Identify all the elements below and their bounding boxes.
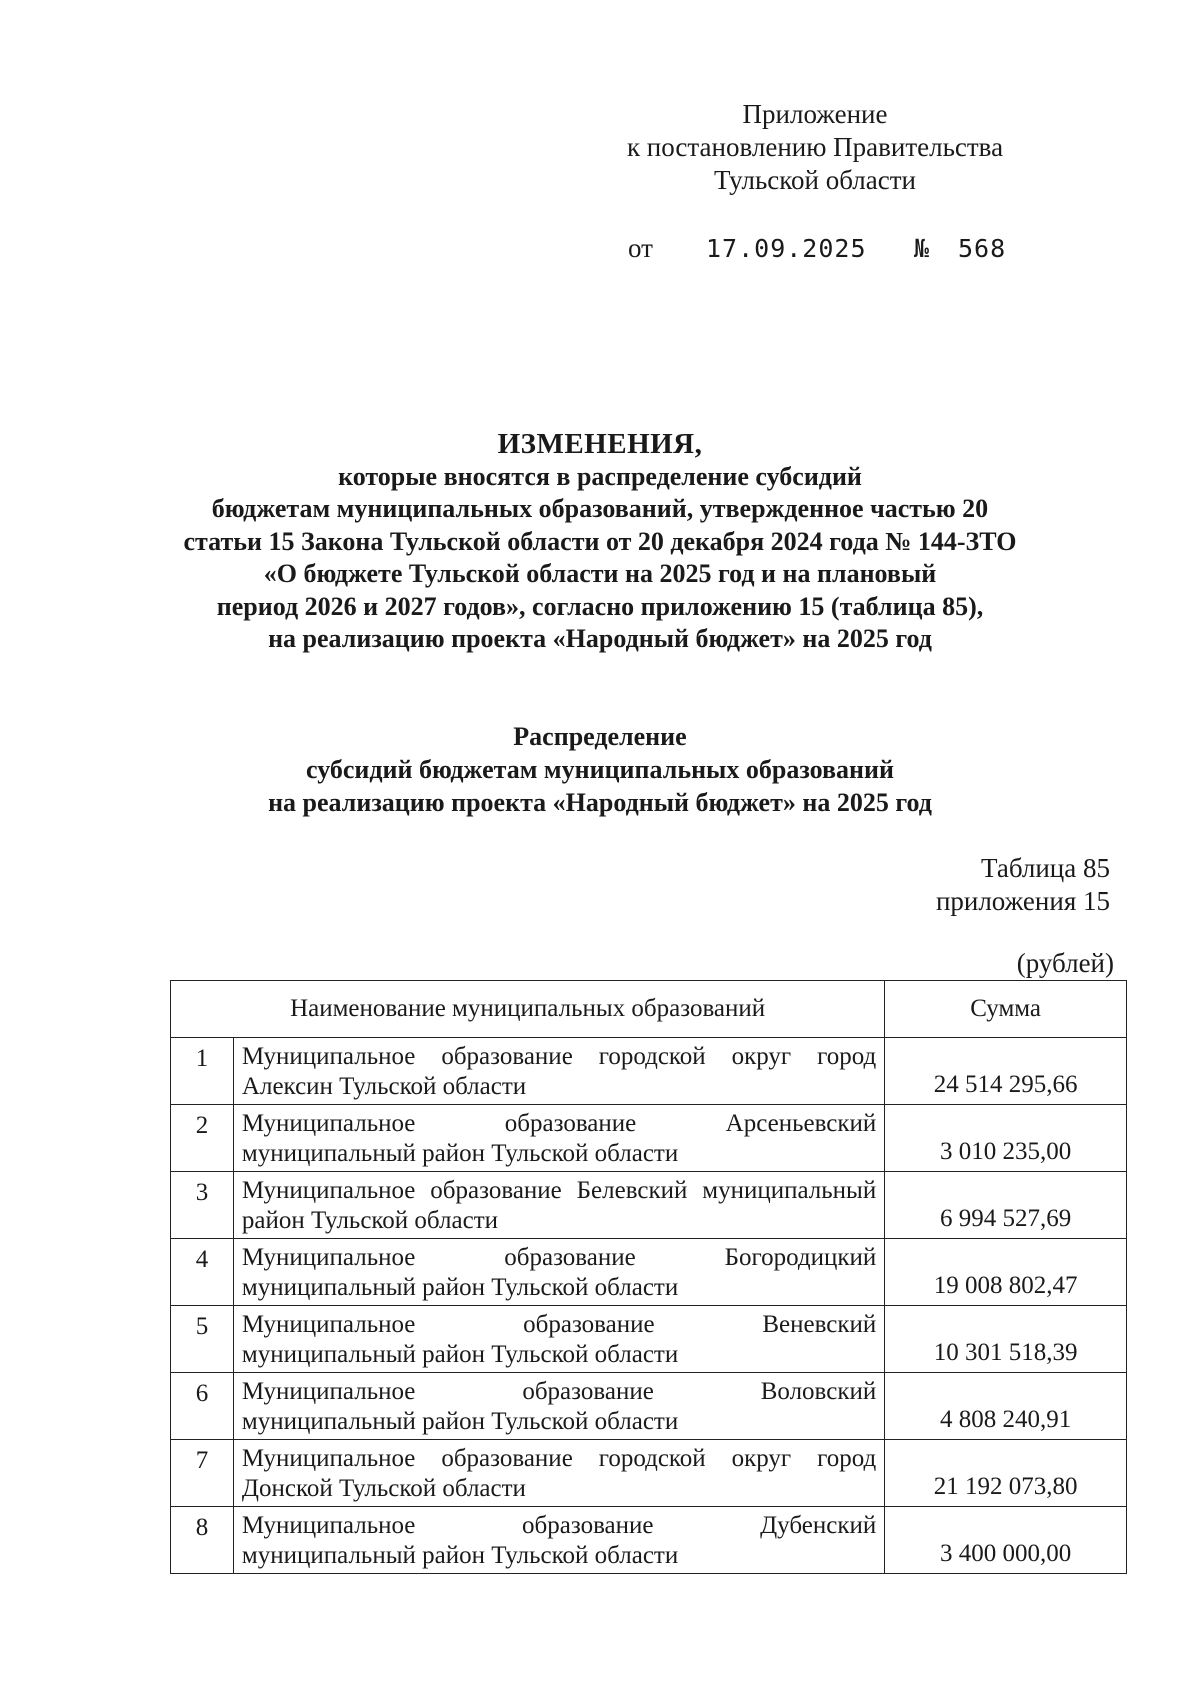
name-line: Муниципальное образование Дубенский bbox=[241, 1512, 877, 1539]
table-number: Таблица 85 bbox=[981, 853, 1110, 883]
municipality-name bbox=[233, 1373, 884, 1440]
municipality-name bbox=[233, 1038, 884, 1105]
name-line: муниципальный район Тульской области bbox=[241, 1274, 679, 1301]
document-number: 568 bbox=[958, 234, 1007, 263]
changes-title bbox=[120, 428, 1080, 656]
subsidy-amount: 19 008 802,47 bbox=[885, 1239, 1127, 1306]
name-line: Муниципальное образование городской округ город bbox=[241, 1445, 877, 1472]
municipality-name bbox=[233, 1440, 884, 1507]
name-line: Донской Тульской области bbox=[241, 1475, 526, 1502]
units-label: (рублей) bbox=[1016, 948, 1114, 978]
title-line: которые вносятся в распределение субсидий bbox=[338, 461, 862, 491]
from-label: от bbox=[628, 233, 653, 263]
title-line: бюджетам муниципальных образований, утвержденное частью 20 bbox=[211, 494, 989, 523]
name-line: Муниципальное образование городской округ город bbox=[241, 1043, 877, 1070]
appendix-resolution: к постановлению Правительства bbox=[626, 132, 1004, 162]
appendix-region: Тульской области bbox=[714, 165, 916, 195]
table-row bbox=[171, 1172, 1127, 1239]
municipality-name bbox=[233, 1239, 884, 1306]
document-date: 17.09.2025 bbox=[706, 234, 867, 263]
subsidy-amount: 21 192 073,80 bbox=[885, 1440, 1127, 1507]
name-line: Муниципальное образование Воловский bbox=[241, 1378, 877, 1405]
table-row bbox=[171, 1038, 1127, 1105]
table-header-row bbox=[171, 981, 1127, 1038]
subsidy-table bbox=[170, 980, 1127, 1574]
row-number: 4 bbox=[171, 1239, 234, 1306]
header-sum: Сумма bbox=[885, 981, 1127, 1038]
row-number: 5 bbox=[171, 1306, 234, 1373]
name-line: Муниципальное образование Белевский муниципальный bbox=[241, 1177, 877, 1204]
table-row bbox=[171, 1373, 1127, 1440]
table-reference bbox=[936, 852, 1110, 918]
name-line: Муниципальное образование Арсеньевский bbox=[241, 1110, 877, 1137]
title-line: период 2026 и 2027 годов», согласно приложению 15 (таблица 85), bbox=[216, 591, 984, 621]
row-number: 8 bbox=[171, 1507, 234, 1574]
municipality-name bbox=[233, 1172, 884, 1239]
title-line: на реализацию проекта «Народный бюджет» на 2025 год bbox=[268, 624, 932, 653]
subsidy-amount: 10 301 518,39 bbox=[885, 1306, 1127, 1373]
name-line: муниципальный район Тульской области bbox=[241, 1341, 679, 1368]
table-row bbox=[171, 1306, 1127, 1373]
municipality-name bbox=[233, 1105, 884, 1172]
table-row bbox=[171, 1105, 1127, 1172]
distribution-subheading: субсидий бюджетам муниципальных образований bbox=[306, 755, 894, 784]
municipality-name bbox=[233, 1507, 884, 1574]
row-number: 6 bbox=[171, 1373, 234, 1440]
name-line: муниципальный район Тульской области bbox=[241, 1542, 679, 1569]
row-number: 1 bbox=[171, 1038, 234, 1105]
table-row bbox=[171, 1507, 1127, 1574]
row-number: 7 bbox=[171, 1440, 234, 1507]
main-title: ИЗМЕНЕНИЯ, bbox=[497, 428, 703, 460]
name-line: муниципальный район Тульской области bbox=[241, 1140, 679, 1167]
distribution-title bbox=[120, 720, 1080, 819]
title-line: «О бюджете Тульской области на 2025 год и на плановый bbox=[263, 559, 937, 588]
appendix-number: приложения 15 bbox=[935, 886, 1110, 916]
subsidy-amount: 24 514 295,66 bbox=[885, 1038, 1127, 1105]
municipality-name bbox=[233, 1306, 884, 1373]
document-reference bbox=[628, 232, 1048, 265]
name-line: район Тульской области bbox=[241, 1207, 499, 1234]
table-row bbox=[171, 1239, 1127, 1306]
subsidy-amount: 4 808 240,91 bbox=[885, 1373, 1127, 1440]
number-label: № bbox=[914, 234, 931, 263]
distribution-heading: Распределение bbox=[513, 722, 687, 751]
subsidy-amount: 3 400 000,00 bbox=[885, 1507, 1127, 1574]
name-line: Муниципальное образование Веневский bbox=[241, 1311, 877, 1338]
title-line: статьи 15 Закона Тульской области от 20 декабря 2024 года № 144-ЗТО bbox=[183, 526, 1017, 556]
header-name: Наименование муниципальных образований bbox=[171, 981, 885, 1038]
appendix-label: Приложение bbox=[742, 99, 888, 129]
name-line: Муниципальное образование Богородицкий bbox=[241, 1244, 877, 1271]
name-line: муниципальный район Тульской области bbox=[241, 1408, 679, 1435]
subsidy-amount: 6 994 527,69 bbox=[885, 1172, 1127, 1239]
name-line: Алексин Тульской области bbox=[241, 1073, 527, 1100]
subsidy-amount: 3 010 235,00 bbox=[885, 1105, 1127, 1172]
row-number: 3 bbox=[171, 1172, 234, 1239]
distribution-subheading: на реализацию проекта «Народный бюджет» на 2025 год bbox=[268, 788, 932, 817]
table-row bbox=[171, 1440, 1127, 1507]
row-number: 2 bbox=[171, 1105, 234, 1172]
appendix-stamp bbox=[600, 98, 1030, 197]
